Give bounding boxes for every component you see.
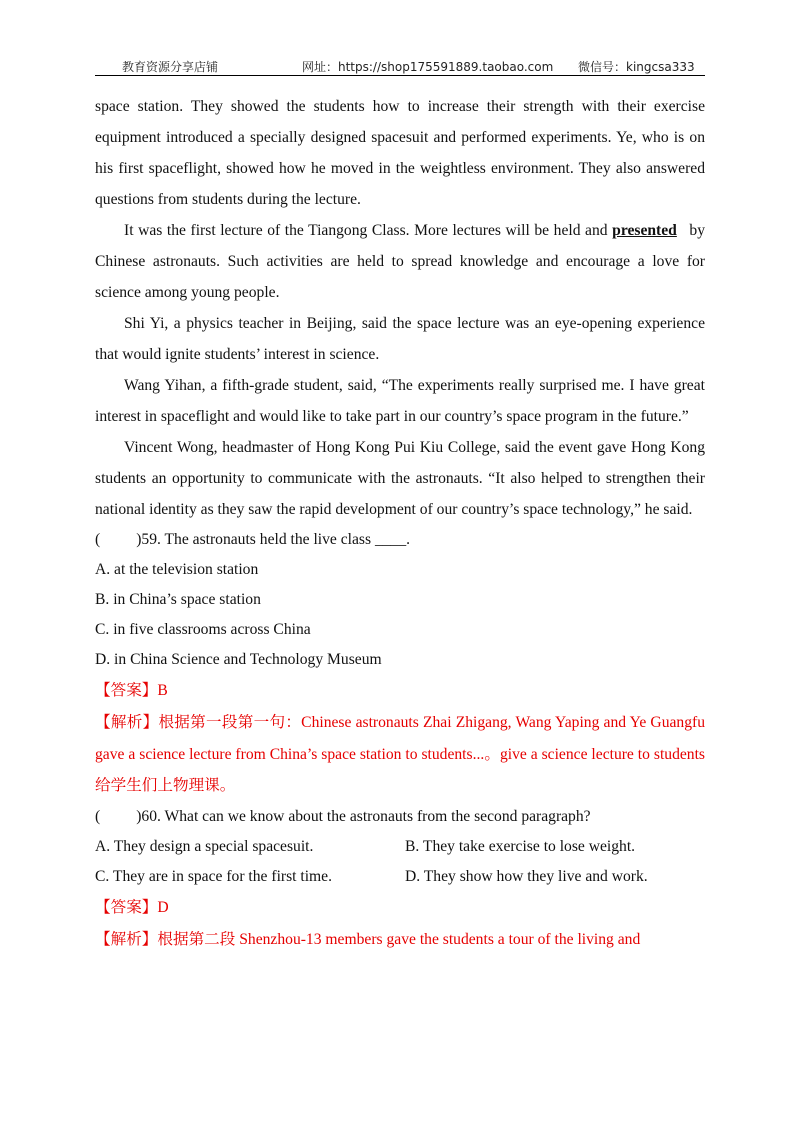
header-wechat: 微信号：kingcsa333 bbox=[578, 60, 695, 74]
q59-option-a: A. at the television station bbox=[95, 561, 259, 578]
q60-options-row-1 bbox=[95, 832, 705, 862]
q59-answer: 【答案】B bbox=[95, 682, 168, 699]
q60-option-a: A. They design a special spacesuit. bbox=[95, 837, 314, 855]
q59-paren: ( bbox=[95, 531, 101, 548]
paragraph-1: space station. They showed the students how to increase their strength with their exercise equipment introduced a specially designed spacesuit and performed experiments. Ye, who is on his first spaceflight, showed how he moved in the weightless environment. They also answered questions from students during the lecture. bbox=[95, 98, 705, 208]
q60-answer: 【答案】D bbox=[95, 898, 169, 916]
document-body bbox=[95, 91, 705, 955]
paragraph-4: Wang Yihan, a fifth-grade student, said, “The experiments really surprised me. I have great interest in spaceflight and would like to take part in our country’s space program in the future.” bbox=[95, 377, 705, 425]
q59-option-c: C. in five classrooms across China bbox=[95, 621, 311, 638]
q60-stem: )60. What can we know about the astronauts from the second paragraph? bbox=[136, 807, 591, 825]
header-shop-name: 教育资源分享店铺 bbox=[122, 60, 219, 74]
q60-option-d: D. They show how they live and work. bbox=[405, 867, 648, 885]
question-60 bbox=[95, 802, 705, 832]
q59-option-d: D. in China Science and Technology Museum bbox=[95, 651, 382, 668]
question-59 bbox=[95, 525, 705, 555]
q60-paren: ( bbox=[95, 807, 101, 825]
paragraph-3: Shi Yi, a physics teacher in Beijing, said the space lecture was an eye-opening experience that would ignite students’ interest in science. bbox=[95, 315, 705, 363]
q60-option-b: B. They take exercise to lose weight. bbox=[405, 837, 636, 855]
paragraph-5: Vincent Wong, headmaster of Hong Kong Pui Kiu College, said the event gave Hong Kong students an opportunity to communicate with the astronauts. “It also helped to strengthen their national identity as they saw the rapid development of our country’s space technology,” he said. bbox=[95, 439, 705, 518]
q59-stem: )59. The astronauts held the live class ____. bbox=[136, 531, 411, 548]
q60-option-c: C. They are in space for the first time. bbox=[95, 867, 333, 885]
header-url[interactable]: 网址：https://shop175591889.taobao.com bbox=[302, 60, 554, 74]
answer-blank: presented bbox=[612, 222, 677, 239]
paragraph-2-after: by Chinese astronauts. Such activities are held to spread knowledge and encourage a love for science among young people. bbox=[95, 222, 706, 301]
q60-options-row-2 bbox=[95, 862, 705, 892]
paragraph-2-before: It was the first lecture of the Tiangong Class. More lectures will be held and bbox=[124, 222, 613, 239]
q60-analysis: 【解析】根据第二段 Shenzhou-13 members gave the students a tour of the living and bbox=[95, 930, 641, 948]
paragraph-2 bbox=[95, 215, 705, 308]
q59-analysis: 【解析】根据第一段第一句：Chinese astronauts Zhai Zhigang, Wang Yaping and Ye Guangfu gave a science lecture from China’s space station to students...。give a science lecture to students 给学生们上物理课。 bbox=[95, 714, 705, 794]
page-header bbox=[95, 55, 705, 76]
q59-option-b: B. in China’s space station bbox=[95, 591, 261, 608]
